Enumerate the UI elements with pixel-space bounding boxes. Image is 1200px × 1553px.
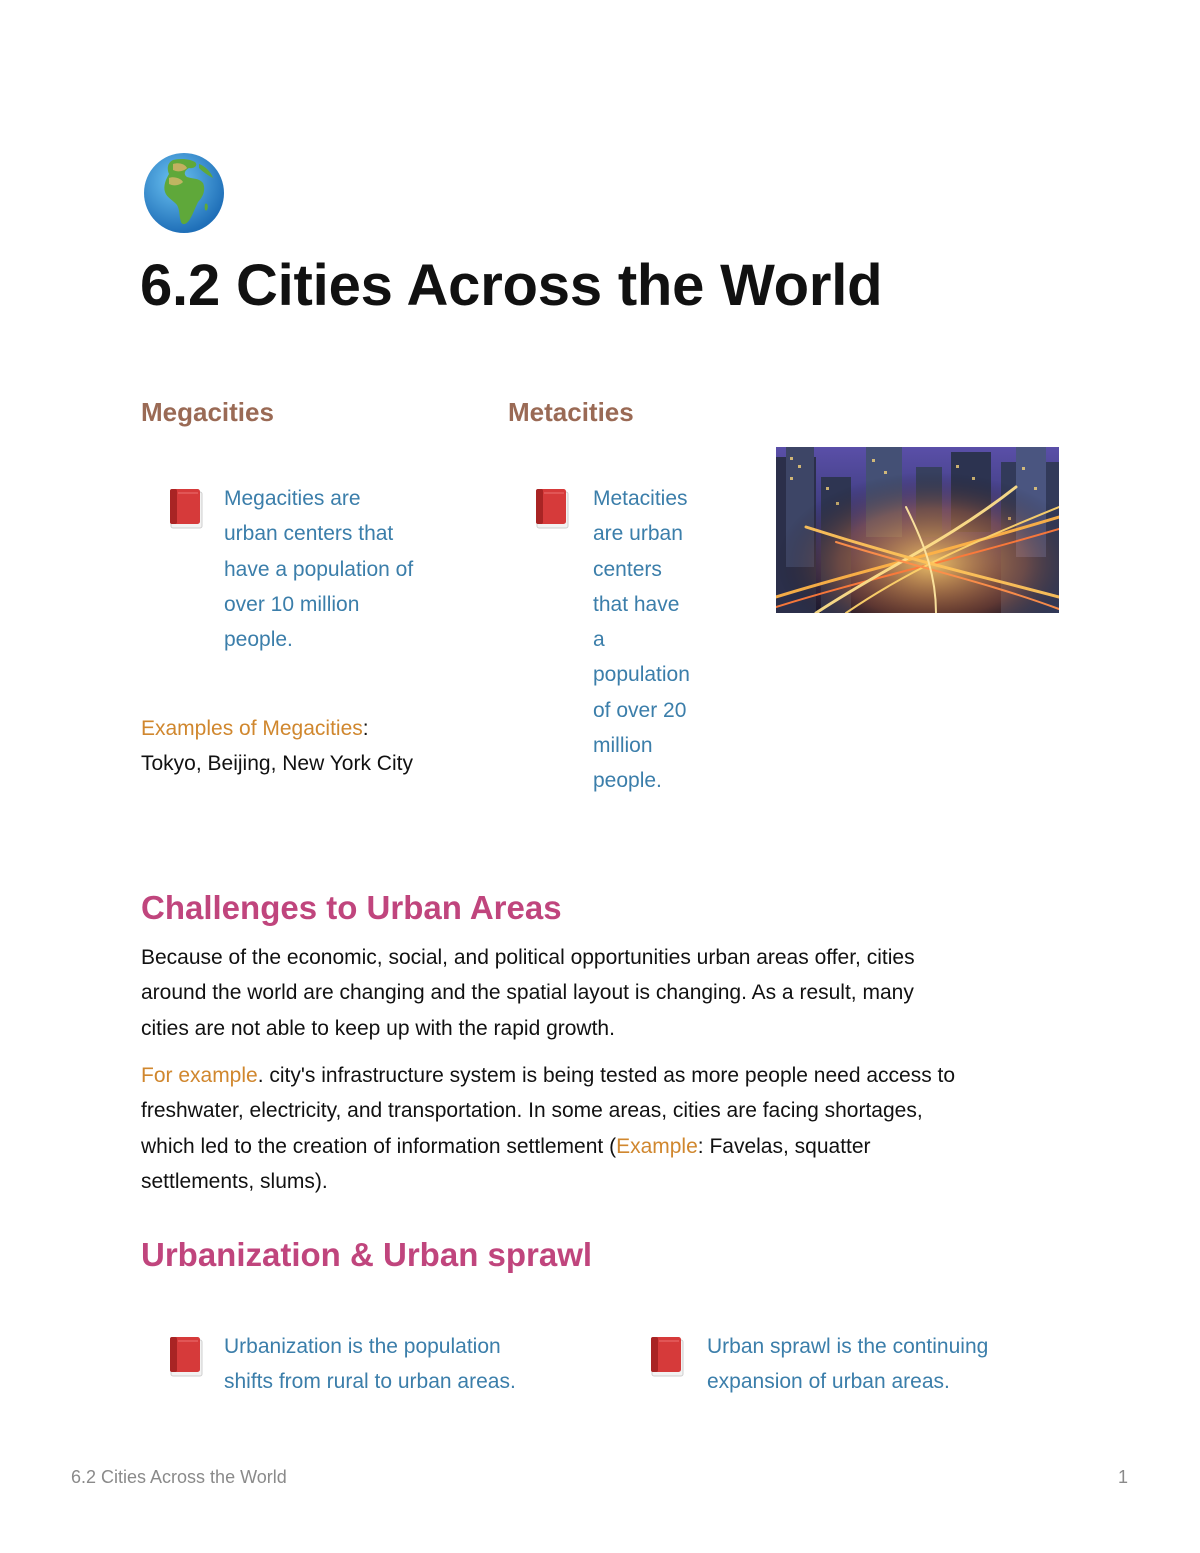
globe-africa-icon — [143, 152, 225, 234]
callout-line: people. — [593, 769, 662, 793]
city-night-intersection-photo — [776, 447, 1059, 613]
examples-label: Examples of Megacities — [141, 717, 363, 740]
megacities-callout-icon — [170, 489, 204, 534]
callout-line: a — [593, 628, 605, 652]
callout-line: Metacities — [593, 487, 688, 510]
urban-sprawl-callout — [707, 1329, 988, 1400]
text-segment: . city's infrastructure system is being tested as more people need access to — [257, 1064, 956, 1087]
callout-line: shifts from rural to urban areas. — [224, 1370, 516, 1394]
metacities-heading: Metacities — [508, 397, 634, 427]
challenges-paragraph-1 — [141, 940, 915, 1046]
callout-line: centers — [593, 557, 662, 581]
urbanization-heading: Urbanization & Urban sprawl — [141, 1236, 593, 1273]
callout-line: population — [593, 663, 690, 687]
callout-line: over 10 million — [224, 592, 360, 616]
urban-sprawl-callout-icon — [651, 1337, 685, 1382]
page-title: 6.2 Cities Across the World — [140, 253, 883, 318]
example-label: Example — [616, 1134, 698, 1158]
challenges-heading: Challenges to Urban Areas — [141, 889, 562, 926]
text-segment: which led to the creation of information settlement ( — [141, 1134, 617, 1158]
red-book-icon — [536, 489, 570, 529]
red-book-icon — [170, 1337, 204, 1377]
callout-line: that have — [593, 592, 680, 616]
red-book-icon — [170, 489, 204, 529]
footer-title: 6.2 Cities Across the World — [71, 1467, 287, 1487]
text-segment: : Favelas, squatter — [697, 1134, 871, 1158]
callout-line: are urban — [593, 522, 683, 546]
callout-line: Megacities are — [224, 487, 361, 510]
callout-line: people. — [224, 628, 293, 652]
megacities-heading: Megacities — [141, 397, 274, 427]
callout-line: Urban sprawl is the continuing — [707, 1335, 989, 1358]
page-number: 1 — [1118, 1467, 1129, 1487]
megacities-callout — [224, 481, 464, 657]
megacities-examples — [141, 711, 413, 782]
challenges-paragraph-2 — [141, 1058, 955, 1199]
examples-colon: : — [362, 717, 369, 740]
red-book-icon — [651, 1337, 685, 1377]
urbanization-callout-icon — [170, 1337, 204, 1382]
examples-list: Tokyo, Beijing, New York City — [141, 752, 413, 776]
text-line: settlements, slums). — [141, 1169, 328, 1193]
text-line: around the world are changing and the spatial layout is changing. As a result, many — [141, 981, 914, 1005]
callout-line: expansion of urban areas. — [707, 1370, 950, 1394]
callout-line: have a population of — [224, 557, 414, 581]
for-example-label: For example — [141, 1064, 258, 1087]
text-line: Because of the economic, social, and political opportunities urban areas offer, cities — [141, 946, 915, 969]
callout-line: million — [593, 734, 653, 758]
text-line: freshwater, electricity, and transportation. In some areas, cities are facing shortages, — [141, 1099, 923, 1123]
metacities-callout — [593, 481, 743, 799]
text-line: cities are not able to keep up with the rapid growth. — [141, 1016, 615, 1040]
callout-line: urban centers that — [224, 522, 394, 546]
callout-line: of over 20 — [593, 698, 687, 722]
urbanization-callout — [224, 1329, 516, 1400]
metacities-callout-icon — [536, 489, 570, 534]
callout-line: Urbanization is the population — [224, 1335, 501, 1358]
